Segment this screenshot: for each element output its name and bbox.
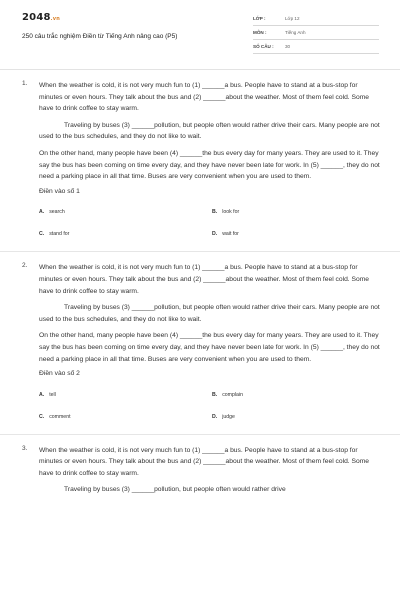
question-2 bbox=[0, 262, 400, 429]
meta-class-key: LỚP : bbox=[253, 16, 266, 21]
question-number: 2. bbox=[22, 262, 28, 270]
meta-subject-value: Tiếng Anh bbox=[285, 30, 306, 35]
header bbox=[0, 0, 400, 70]
meta-subject-row bbox=[253, 26, 379, 40]
option-letter: C. bbox=[39, 413, 45, 420]
passage-paragraph: When the weather is cold, it is not very much fun to (1) ______a bus. People have to stand at a bus-stop for minutes or even hours. They talk about the bus and (2) ______about the weather. Most of them feel cold. Some have to drink coffee to stay warm. bbox=[39, 82, 369, 113]
answer-option-c[interactable] bbox=[39, 231, 69, 237]
meta-class-value: Lớp 12 bbox=[285, 16, 300, 21]
option-letter: D. bbox=[212, 413, 218, 420]
option-letter: D. bbox=[212, 231, 218, 238]
page-title: 250 câu trắc nghiệm Điền từ Tiếng Anh nâng cao (P5) bbox=[22, 33, 178, 40]
header-divider bbox=[0, 69, 400, 70]
question-1 bbox=[0, 80, 400, 247]
answer-options bbox=[39, 386, 400, 430]
fill-label: Điền vào số 2 bbox=[39, 370, 80, 378]
option-text: search bbox=[49, 209, 65, 216]
passage-paragraph: On the other hand, many people have been (4) ______the bus every day for many years. They are used to it. They say the bus has been coming on time every day, and they have never been late for work. In (5) ______, they do not need a parking place in all that time. Buses are very convenient when you are used to them. bbox=[39, 332, 380, 363]
meta-count-key: SỐ CÂU : bbox=[253, 44, 274, 49]
logo-text: 2048 bbox=[22, 12, 51, 23]
answer-option-b[interactable] bbox=[212, 209, 239, 215]
answer-option-a[interactable] bbox=[39, 209, 65, 215]
answer-option-d[interactable] bbox=[212, 414, 235, 420]
question-divider bbox=[0, 251, 400, 252]
fill-label: Điền vào số 1 bbox=[39, 187, 80, 195]
option-text: tell bbox=[49, 391, 56, 398]
question-number: 1. bbox=[22, 80, 28, 87]
option-letter: A. bbox=[39, 209, 45, 216]
answer-option-a[interactable] bbox=[39, 392, 56, 398]
option-text: stand for bbox=[49, 231, 70, 238]
meta-subject-key: MÔN : bbox=[253, 30, 267, 35]
passage-paragraph: Traveling by buses (3) ______pollution, but people often would rather drive their cars. Many people are not used to the bus schedules, and they do not like to wait. bbox=[39, 304, 380, 323]
option-text: comment bbox=[49, 413, 71, 420]
option-text: wait for bbox=[222, 231, 239, 238]
question-3 bbox=[0, 445, 400, 496]
passage-paragraph: Traveling by buses (3) ______pollution, but people often would rather drive their cars. Many people are not used to the bus schedules, and they do not like to wait. bbox=[39, 121, 380, 141]
meta-count-value: 30 bbox=[285, 44, 291, 49]
logo-suffix: .vn bbox=[50, 16, 60, 22]
meta-count-row bbox=[253, 40, 379, 54]
option-text: complain bbox=[222, 391, 243, 398]
option-letter: A. bbox=[39, 391, 45, 398]
question-number: 3. bbox=[22, 444, 28, 452]
passage-paragraph: When the weather is cold, it is not very much fun to (1) ______a bus. People have to stand at a bus-stop for minutes or even hours. They talk about the bus and (2) ______about the weather. Most of them feel cold. Some have to drink coffee to stay warm. bbox=[39, 446, 369, 477]
option-text: judge bbox=[222, 413, 235, 420]
option-text: look for bbox=[222, 209, 240, 216]
passage-paragraph: When the weather is cold, it is not very much fun to (1) ______a bus. People have to stand at a bus-stop for minutes or even hours. They talk about the bus and (2) ______about the weather. Most of them feel cold. Some have to drink coffee to stay warm. bbox=[39, 264, 369, 295]
answer-options bbox=[39, 203, 400, 247]
option-letter: B. bbox=[212, 391, 218, 398]
site-logo[interactable] bbox=[22, 12, 60, 23]
passage-paragraph: On the other hand, many people have been (4) ______the bus every day for many years. They are used to it. They say the bus has been coming on time every day, and they have never been late for work. In (5) ______, they do not need a parking place in all that time. Buses are very convenient when you are used to them. bbox=[39, 149, 380, 181]
question-list bbox=[0, 80, 400, 496]
meta-class-row bbox=[253, 12, 379, 26]
option-letter: C. bbox=[39, 231, 45, 238]
option-letter: B. bbox=[212, 209, 218, 216]
answer-option-c[interactable] bbox=[39, 414, 71, 420]
passage-paragraph: Traveling by buses (3) ______pollution, but people often would rather drive bbox=[64, 486, 286, 494]
answer-option-b[interactable] bbox=[212, 392, 243, 398]
answer-option-d[interactable] bbox=[212, 231, 239, 237]
question-divider bbox=[0, 434, 400, 435]
